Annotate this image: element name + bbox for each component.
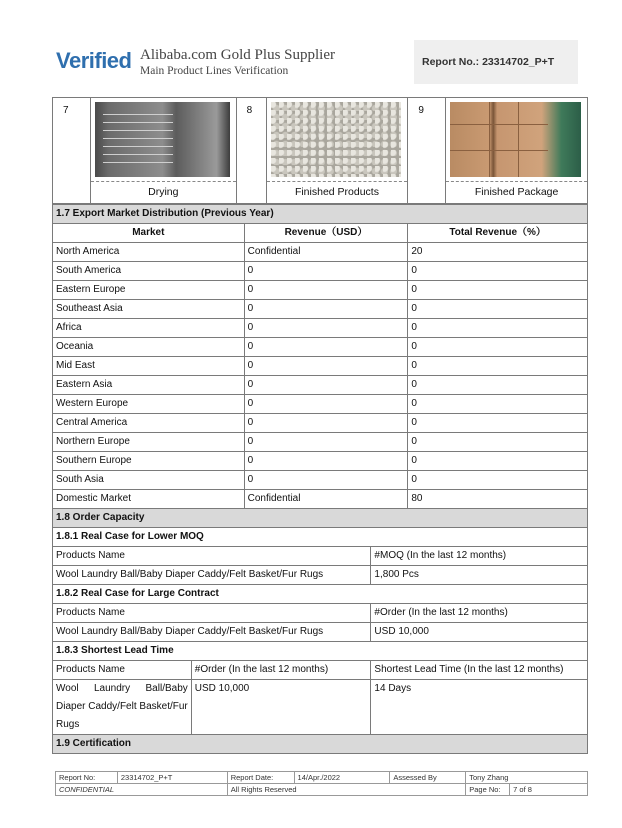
section-certification: 1.9 Certification bbox=[53, 735, 588, 754]
photo-table bbox=[52, 97, 588, 204]
market-row bbox=[53, 471, 588, 490]
section-export-market: 1.7 Export Market Distribution (Previous Year) bbox=[53, 205, 588, 224]
market-name: Eastern Asia bbox=[53, 376, 245, 395]
market-total-revenue: 0 bbox=[408, 319, 588, 338]
market-name: Central America bbox=[53, 414, 245, 433]
market-name: Mid East bbox=[53, 357, 245, 376]
photo-cell bbox=[446, 98, 588, 204]
market-revenue: Confidential bbox=[244, 490, 408, 509]
wool-balls-photo bbox=[271, 102, 402, 177]
market-name: Southern Europe bbox=[53, 452, 245, 471]
market-revenue: 0 bbox=[244, 395, 408, 414]
market-revenue: Confidential bbox=[244, 243, 408, 262]
verified-logo bbox=[56, 48, 131, 74]
footer-page-label: Page No: bbox=[466, 784, 510, 796]
header-title: Alibaba.com Gold Plus Supplier bbox=[140, 47, 335, 63]
market-name: Oceania bbox=[53, 338, 245, 357]
footer-page-number: 7 of 8 bbox=[510, 784, 588, 796]
market-revenue: 0 bbox=[244, 471, 408, 490]
market-row bbox=[53, 395, 588, 414]
market-name: Domestic Market bbox=[53, 490, 245, 509]
market-total-revenue: 0 bbox=[408, 300, 588, 319]
market-row bbox=[53, 357, 588, 376]
photo-number: 9 bbox=[408, 98, 446, 204]
contract-product: Wool Laundry Ball/Baby Diaper Caddy/Felt Basket/Fur Rugs bbox=[53, 623, 371, 642]
market-revenue: 0 bbox=[244, 357, 408, 376]
market-name: Southeast Asia bbox=[53, 300, 245, 319]
footer-report-date: 14/Apr./2022 bbox=[294, 772, 390, 784]
section-order-capacity: 1.8 Order Capacity bbox=[53, 509, 588, 528]
subsection-lower-moq: 1.8.1 Real Case for Lower MOQ bbox=[53, 528, 588, 547]
market-row bbox=[53, 319, 588, 338]
photo-cell bbox=[266, 98, 408, 204]
photo-caption: Finished Products bbox=[267, 181, 408, 204]
market-revenue: 0 bbox=[244, 338, 408, 357]
lead-col-time: Shortest Lead Time (In the last 12 months) bbox=[371, 661, 588, 680]
market-total-revenue: 0 bbox=[408, 395, 588, 414]
market-row bbox=[53, 433, 588, 452]
market-row bbox=[53, 243, 588, 262]
market-row bbox=[53, 376, 588, 395]
market-name: Northern Europe bbox=[53, 433, 245, 452]
market-revenue: 0 bbox=[244, 281, 408, 300]
photo-number: 7 bbox=[53, 98, 91, 204]
market-revenue: 0 bbox=[244, 319, 408, 338]
market-row bbox=[53, 452, 588, 471]
lead-order: USD 10,000 bbox=[191, 680, 371, 735]
moq-col-value: #MOQ (In the last 12 months) bbox=[371, 547, 588, 566]
market-total-revenue: 0 bbox=[408, 414, 588, 433]
page-header bbox=[0, 0, 622, 95]
footer-confidential: CONFIDENTIAL bbox=[56, 784, 228, 796]
footer-report-no-label: Report No: bbox=[56, 772, 118, 784]
lead-product: Wool Laundry Ball/Baby Diaper Caddy/Felt Basket/Fur Rugs bbox=[53, 680, 192, 735]
market-row bbox=[53, 262, 588, 281]
footer-assessed-by-label: Assessed By bbox=[390, 772, 466, 784]
column-header-revenue: Revenue（USD） bbox=[244, 224, 408, 243]
moq-product: Wool Laundry Ball/Baby Diaper Caddy/Felt Basket/Fur Rugs bbox=[53, 566, 371, 585]
photo-caption: Drying bbox=[91, 181, 236, 204]
market-total-revenue: 0 bbox=[408, 281, 588, 300]
market-row bbox=[53, 338, 588, 357]
market-revenue: 0 bbox=[244, 452, 408, 471]
photo-cell bbox=[90, 98, 236, 204]
market-row bbox=[53, 300, 588, 319]
market-total-revenue: 0 bbox=[408, 452, 588, 471]
lead-col-products: Products Name bbox=[53, 661, 192, 680]
page-footer bbox=[55, 771, 588, 796]
market-total-revenue: 0 bbox=[408, 357, 588, 376]
market-revenue: 0 bbox=[244, 300, 408, 319]
market-name: Western Europe bbox=[53, 395, 245, 414]
market-row bbox=[53, 414, 588, 433]
footer-assessed-by: Tony Zhang bbox=[466, 772, 588, 784]
market-total-revenue: 0 bbox=[408, 433, 588, 452]
market-name: South Asia bbox=[53, 471, 245, 490]
moq-value: 1,800 Pcs bbox=[371, 566, 588, 585]
footer-rights: All Rights Reserved bbox=[227, 784, 466, 796]
market-total-revenue: 0 bbox=[408, 471, 588, 490]
market-row bbox=[53, 281, 588, 300]
footer-report-date-label: Report Date: bbox=[227, 772, 294, 784]
contract-col-products: Products Name bbox=[53, 604, 371, 623]
subsection-large-contract: 1.8.2 Real Case for Large Contract bbox=[53, 585, 588, 604]
column-header-total-revenue: Total Revenue（%） bbox=[408, 224, 588, 243]
header-subtitle: Main Product Lines Verification bbox=[140, 65, 289, 77]
lead-col-order: #Order (In the last 12 months) bbox=[191, 661, 371, 680]
contract-value: USD 10,000 bbox=[371, 623, 588, 642]
market-total-revenue: 0 bbox=[408, 338, 588, 357]
photo-number: 8 bbox=[236, 98, 266, 204]
market-name: North America bbox=[53, 243, 245, 262]
report-number-box: Report No.: 23314702_P+T bbox=[414, 40, 578, 84]
market-total-revenue: 0 bbox=[408, 262, 588, 281]
market-name: Eastern Europe bbox=[53, 281, 245, 300]
subsection-lead-time: 1.8.3 Shortest Lead Time bbox=[53, 642, 588, 661]
market-revenue: 0 bbox=[244, 433, 408, 452]
cardboard-boxes-photo bbox=[450, 102, 581, 177]
footer-report-no: 23314702_P+T bbox=[117, 772, 227, 784]
moq-col-products: Products Name bbox=[53, 547, 371, 566]
market-revenue: 0 bbox=[244, 414, 408, 433]
column-header-market: Market bbox=[53, 224, 245, 243]
market-name: South America bbox=[53, 262, 245, 281]
market-name: Africa bbox=[53, 319, 245, 338]
photo-caption: Finished Package bbox=[446, 181, 587, 204]
market-row bbox=[53, 490, 588, 509]
lead-time-value: 14 Days bbox=[371, 680, 588, 735]
report-table bbox=[52, 204, 588, 754]
contract-col-value: #Order (In the last 12 months) bbox=[371, 604, 588, 623]
market-total-revenue: 0 bbox=[408, 376, 588, 395]
drying-racks-photo bbox=[95, 102, 230, 177]
market-revenue: 0 bbox=[244, 262, 408, 281]
logo-text: Verified bbox=[56, 48, 132, 73]
market-total-revenue: 20 bbox=[408, 243, 588, 262]
market-revenue: 0 bbox=[244, 376, 408, 395]
market-total-revenue: 80 bbox=[408, 490, 588, 509]
